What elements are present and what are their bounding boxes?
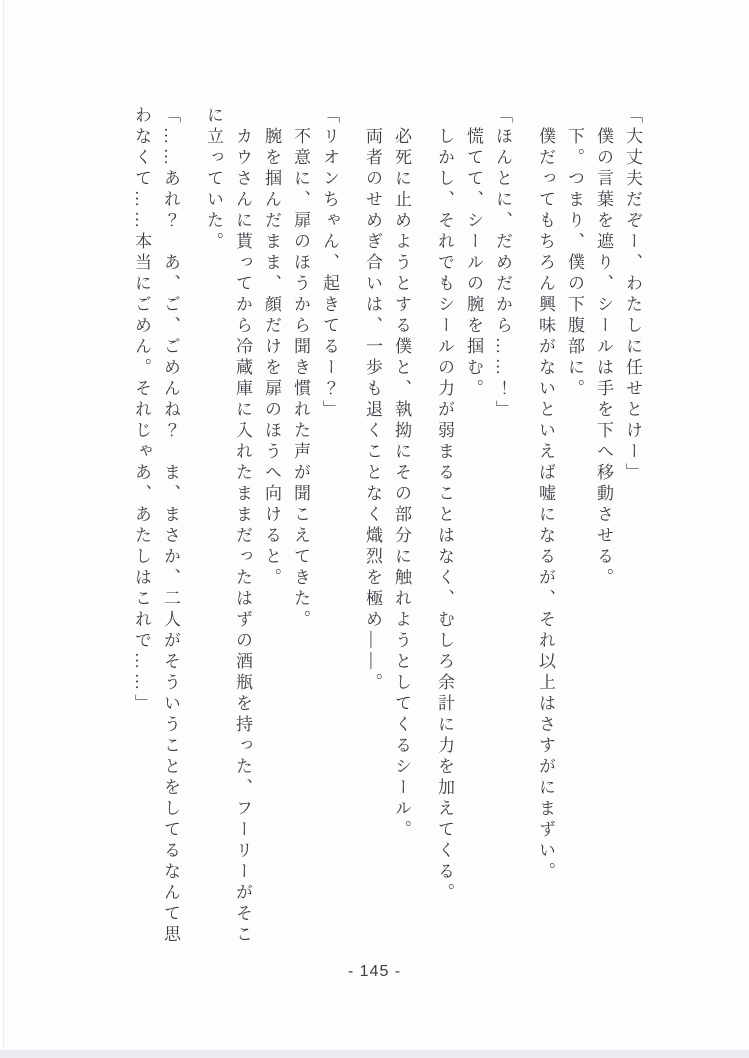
- text-line-2: 僕の言葉を遮り、シールは手を下へ移動させる。: [594, 127, 613, 589]
- text-line-6: 慌てて、シールの腕を掴む。: [464, 127, 483, 400]
- page-left-edge-line: [3, 0, 4, 1050]
- text-line-7: しかし、それでもシールの力が弱まることはなく、むしろ余計に力を加えてくる。: [435, 127, 454, 904]
- text-line-9: 両者のせめぎ合いは、一歩も退くことなく熾烈を極め——。: [363, 127, 382, 694]
- text-line-15: 「……あれ？ あ、ご、ごめんね？ ま、まさか、二人がそういうことをしてるなんて思: [161, 106, 180, 946]
- text-line-8: 必死に止めようとする僕と、執拗にその部分に触れようとしてくるシール。: [392, 127, 411, 841]
- text-line-12: 腕を掴んだまま、顔だけを扉のほうへ向けると。: [262, 127, 281, 589]
- text-line-1: 「大丈夫だぞー、わたしに任せとけー」: [623, 106, 642, 484]
- text-line-13: カウさんに貰ってから冷蔵庫に入れたままだったはずの酒瓶を持った、フーリーがそこ: [233, 127, 252, 946]
- text-line-3: 下。つまり、僕の下腹部に。: [565, 127, 584, 400]
- bottom-edge-bar: [0, 1050, 749, 1058]
- text-line-5: 「ほんとに、だめだから……！」: [493, 106, 512, 421]
- text-line-4: 僕だってもちろん興味がないといえば嘘になるが、それ以上はさすがにまずい。: [536, 127, 555, 883]
- text-line-10: 「リオンちゃん、起きてるー？」: [320, 106, 339, 421]
- vertical-text-block: [127, 106, 647, 946]
- text-line-16: わなくて……本当にごめん。それじゃあ、あたしはこれで……」: [132, 106, 151, 715]
- text-line-14: に立っていた。: [204, 106, 223, 253]
- text-line-11: 不意に、扉のほうから聞き慣れた声が聞こえてきた。: [291, 127, 310, 631]
- page-number: - 145 -: [347, 963, 402, 980]
